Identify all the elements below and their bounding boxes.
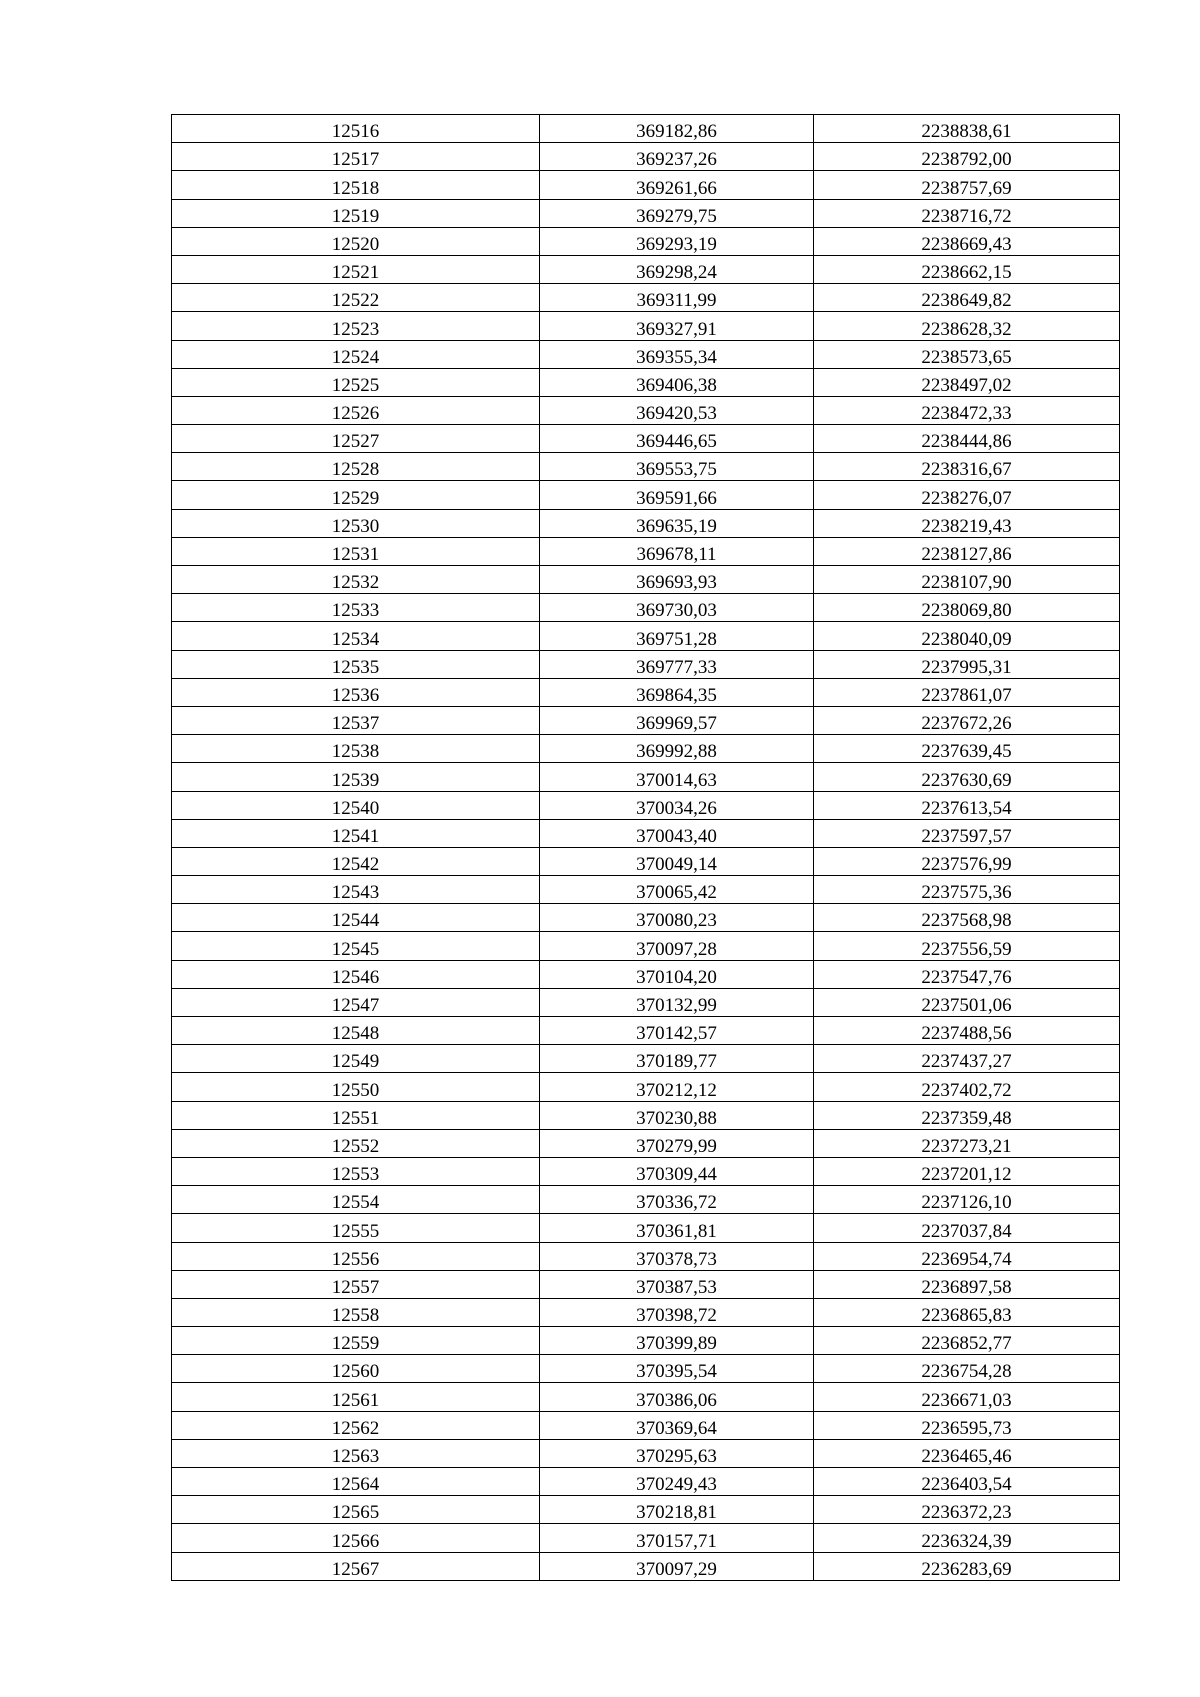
x-coordinate-cell: 369182,86 (540, 115, 814, 143)
x-coordinate-cell: 369591,66 (540, 481, 814, 509)
point-number-cell: 12567 (172, 1552, 540, 1580)
table-row (172, 819, 1120, 847)
y-coordinate-cell: 2237597,57 (814, 819, 1120, 847)
x-coordinate-cell: 369777,33 (540, 650, 814, 678)
y-coordinate-cell: 2237613,54 (814, 791, 1120, 819)
table-row (172, 284, 1120, 312)
point-number-cell: 12550 (172, 1073, 540, 1101)
point-number-cell: 12537 (172, 706, 540, 734)
point-number-cell: 12532 (172, 566, 540, 594)
table-row (172, 1214, 1120, 1242)
y-coordinate-cell: 2238662,15 (814, 255, 1120, 283)
x-coordinate-cell: 369298,24 (540, 255, 814, 283)
point-number-cell: 12522 (172, 284, 540, 312)
x-coordinate-cell: 370399,89 (540, 1327, 814, 1355)
x-coordinate-cell: 370378,73 (540, 1242, 814, 1270)
table-row (172, 1468, 1120, 1496)
point-number-cell: 12564 (172, 1468, 540, 1496)
y-coordinate-cell: 2237547,76 (814, 960, 1120, 988)
y-coordinate-cell: 2238127,86 (814, 537, 1120, 565)
point-number-cell: 12565 (172, 1496, 540, 1524)
point-number-cell: 12519 (172, 199, 540, 227)
x-coordinate-cell: 370309,44 (540, 1157, 814, 1185)
table-row (172, 1073, 1120, 1101)
y-coordinate-cell: 2236754,28 (814, 1355, 1120, 1383)
point-number-cell: 12531 (172, 537, 540, 565)
table-row (172, 1129, 1120, 1157)
point-number-cell: 12540 (172, 791, 540, 819)
point-number-cell: 12545 (172, 932, 540, 960)
table-row (172, 847, 1120, 875)
y-coordinate-cell: 2237201,12 (814, 1157, 1120, 1185)
point-number-cell: 12527 (172, 425, 540, 453)
point-number-cell: 12544 (172, 904, 540, 932)
x-coordinate-cell: 370043,40 (540, 819, 814, 847)
x-coordinate-cell: 369992,88 (540, 735, 814, 763)
y-coordinate-cell: 2237672,26 (814, 706, 1120, 734)
point-number-cell: 12555 (172, 1214, 540, 1242)
x-coordinate-cell: 369864,35 (540, 678, 814, 706)
y-coordinate-cell: 2238069,80 (814, 594, 1120, 622)
y-coordinate-cell: 2236865,83 (814, 1298, 1120, 1326)
table-row (172, 960, 1120, 988)
table-row (172, 1242, 1120, 1270)
table-row (172, 1157, 1120, 1185)
y-coordinate-cell: 2236595,73 (814, 1411, 1120, 1439)
y-coordinate-cell: 2236372,23 (814, 1496, 1120, 1524)
table-row (172, 1045, 1120, 1073)
y-coordinate-cell: 2238497,02 (814, 368, 1120, 396)
y-coordinate-cell: 2238040,09 (814, 622, 1120, 650)
y-coordinate-cell: 2237437,27 (814, 1045, 1120, 1073)
point-number-cell: 12558 (172, 1298, 540, 1326)
y-coordinate-cell: 2238444,86 (814, 425, 1120, 453)
point-number-cell: 12559 (172, 1327, 540, 1355)
y-coordinate-cell: 2237273,21 (814, 1129, 1120, 1157)
point-number-cell: 12560 (172, 1355, 540, 1383)
point-number-cell: 12525 (172, 368, 540, 396)
point-number-cell: 12520 (172, 227, 540, 255)
x-coordinate-cell: 369327,91 (540, 312, 814, 340)
table-row (172, 171, 1120, 199)
x-coordinate-cell: 370014,63 (540, 763, 814, 791)
x-coordinate-cell: 370189,77 (540, 1045, 814, 1073)
table-row (172, 650, 1120, 678)
x-coordinate-cell: 369279,75 (540, 199, 814, 227)
x-coordinate-cell: 369446,65 (540, 425, 814, 453)
x-coordinate-cell: 369678,11 (540, 537, 814, 565)
y-coordinate-cell: 2236465,46 (814, 1439, 1120, 1467)
y-coordinate-cell: 2238838,61 (814, 115, 1120, 143)
table-row (172, 1496, 1120, 1524)
point-number-cell: 12516 (172, 115, 540, 143)
y-coordinate-cell: 2237861,07 (814, 678, 1120, 706)
table-row (172, 735, 1120, 763)
table-row (172, 312, 1120, 340)
x-coordinate-cell: 370034,26 (540, 791, 814, 819)
y-coordinate-cell: 2238573,65 (814, 340, 1120, 368)
table-row (172, 1298, 1120, 1326)
point-number-cell: 12536 (172, 678, 540, 706)
table-row (172, 1327, 1120, 1355)
point-number-cell: 12533 (172, 594, 540, 622)
point-number-cell: 12549 (172, 1045, 540, 1073)
point-number-cell: 12538 (172, 735, 540, 763)
table-row (172, 988, 1120, 1016)
table-row (172, 115, 1120, 143)
x-coordinate-cell: 369406,38 (540, 368, 814, 396)
x-coordinate-cell: 370218,81 (540, 1496, 814, 1524)
point-number-cell: 12548 (172, 1017, 540, 1045)
x-coordinate-cell: 370369,64 (540, 1411, 814, 1439)
x-coordinate-cell: 370212,12 (540, 1073, 814, 1101)
y-coordinate-cell: 2238316,67 (814, 453, 1120, 481)
y-coordinate-cell: 2237501,06 (814, 988, 1120, 1016)
y-coordinate-cell: 2236403,54 (814, 1468, 1120, 1496)
table-row (172, 537, 1120, 565)
x-coordinate-cell: 369969,57 (540, 706, 814, 734)
y-coordinate-cell: 2237568,98 (814, 904, 1120, 932)
x-coordinate-cell: 369420,53 (540, 396, 814, 424)
y-coordinate-cell: 2238276,07 (814, 481, 1120, 509)
x-coordinate-cell: 369553,75 (540, 453, 814, 481)
x-coordinate-cell: 369261,66 (540, 171, 814, 199)
x-coordinate-cell: 369751,28 (540, 622, 814, 650)
x-coordinate-cell: 369311,99 (540, 284, 814, 312)
table-row (172, 876, 1120, 904)
x-coordinate-cell: 370336,72 (540, 1186, 814, 1214)
x-coordinate-cell: 370386,06 (540, 1383, 814, 1411)
y-coordinate-cell: 2236954,74 (814, 1242, 1120, 1270)
table-row (172, 340, 1120, 368)
y-coordinate-cell: 2237359,48 (814, 1101, 1120, 1129)
x-coordinate-cell: 370249,43 (540, 1468, 814, 1496)
x-coordinate-cell: 370049,14 (540, 847, 814, 875)
point-number-cell: 12543 (172, 876, 540, 904)
table-row (172, 1383, 1120, 1411)
y-coordinate-cell: 2237995,31 (814, 650, 1120, 678)
table-row (172, 199, 1120, 227)
table-row (172, 1101, 1120, 1129)
x-coordinate-cell: 370398,72 (540, 1298, 814, 1326)
y-coordinate-cell: 2238792,00 (814, 143, 1120, 171)
y-coordinate-cell: 2237575,36 (814, 876, 1120, 904)
point-number-cell: 12518 (172, 171, 540, 199)
x-coordinate-cell: 370142,57 (540, 1017, 814, 1045)
table-row (172, 791, 1120, 819)
x-coordinate-cell: 370279,99 (540, 1129, 814, 1157)
table-row (172, 1411, 1120, 1439)
point-number-cell: 12528 (172, 453, 540, 481)
point-number-cell: 12562 (172, 1411, 540, 1439)
table-row (172, 1524, 1120, 1552)
y-coordinate-cell: 2238716,72 (814, 199, 1120, 227)
table-row (172, 904, 1120, 932)
x-coordinate-cell: 369693,93 (540, 566, 814, 594)
table-row (172, 763, 1120, 791)
y-coordinate-cell: 2236897,58 (814, 1270, 1120, 1298)
table-row (172, 368, 1120, 396)
table-row (172, 1186, 1120, 1214)
x-coordinate-cell: 370157,71 (540, 1524, 814, 1552)
point-number-cell: 12523 (172, 312, 540, 340)
table-row (172, 227, 1120, 255)
point-number-cell: 12539 (172, 763, 540, 791)
point-number-cell: 12554 (172, 1186, 540, 1214)
point-number-cell: 12557 (172, 1270, 540, 1298)
x-coordinate-cell: 369293,19 (540, 227, 814, 255)
y-coordinate-cell: 2237556,59 (814, 932, 1120, 960)
y-coordinate-cell: 2237639,45 (814, 735, 1120, 763)
y-coordinate-cell: 2237402,72 (814, 1073, 1120, 1101)
x-coordinate-cell: 370132,99 (540, 988, 814, 1016)
table-row (172, 566, 1120, 594)
point-number-cell: 12556 (172, 1242, 540, 1270)
table-row (172, 678, 1120, 706)
point-number-cell: 12563 (172, 1439, 540, 1467)
point-number-cell: 12551 (172, 1101, 540, 1129)
table-row (172, 1355, 1120, 1383)
table-row (172, 453, 1120, 481)
table-row (172, 932, 1120, 960)
x-coordinate-cell: 369237,26 (540, 143, 814, 171)
point-number-cell: 12547 (172, 988, 540, 1016)
point-number-cell: 12530 (172, 509, 540, 537)
point-number-cell: 12526 (172, 396, 540, 424)
x-coordinate-cell: 370361,81 (540, 1214, 814, 1242)
y-coordinate-cell: 2236852,77 (814, 1327, 1120, 1355)
x-coordinate-cell: 370065,42 (540, 876, 814, 904)
y-coordinate-cell: 2238472,33 (814, 396, 1120, 424)
x-coordinate-cell: 369635,19 (540, 509, 814, 537)
x-coordinate-cell: 370295,63 (540, 1439, 814, 1467)
table-row (172, 1017, 1120, 1045)
table-row (172, 509, 1120, 537)
point-number-cell: 12529 (172, 481, 540, 509)
point-number-cell: 12535 (172, 650, 540, 678)
x-coordinate-cell: 370080,23 (540, 904, 814, 932)
point-number-cell: 12542 (172, 847, 540, 875)
y-coordinate-cell: 2238219,43 (814, 509, 1120, 537)
point-number-cell: 12517 (172, 143, 540, 171)
point-number-cell: 12553 (172, 1157, 540, 1185)
y-coordinate-cell: 2237126,10 (814, 1186, 1120, 1214)
y-coordinate-cell: 2238107,90 (814, 566, 1120, 594)
y-coordinate-cell: 2238757,69 (814, 171, 1120, 199)
x-coordinate-cell: 370395,54 (540, 1355, 814, 1383)
y-coordinate-cell: 2238628,32 (814, 312, 1120, 340)
table-row (172, 1439, 1120, 1467)
point-number-cell: 12546 (172, 960, 540, 988)
table-row (172, 481, 1120, 509)
y-coordinate-cell: 2237630,69 (814, 763, 1120, 791)
y-coordinate-cell: 2237037,84 (814, 1214, 1120, 1242)
x-coordinate-cell: 369730,03 (540, 594, 814, 622)
y-coordinate-cell: 2237576,99 (814, 847, 1120, 875)
table-row (172, 594, 1120, 622)
point-number-cell: 12534 (172, 622, 540, 650)
point-number-cell: 12566 (172, 1524, 540, 1552)
table-row (172, 255, 1120, 283)
x-coordinate-cell: 370097,29 (540, 1552, 814, 1580)
table-row (172, 425, 1120, 453)
table-row (172, 1552, 1120, 1580)
point-number-cell: 12524 (172, 340, 540, 368)
x-coordinate-cell: 370230,88 (540, 1101, 814, 1129)
table-row (172, 396, 1120, 424)
y-coordinate-cell: 2238669,43 (814, 227, 1120, 255)
table-row (172, 622, 1120, 650)
coordinates-table (171, 114, 1120, 1581)
point-number-cell: 12541 (172, 819, 540, 847)
x-coordinate-cell: 370097,28 (540, 932, 814, 960)
table-row (172, 1270, 1120, 1298)
point-number-cell: 12561 (172, 1383, 540, 1411)
y-coordinate-cell: 2237488,56 (814, 1017, 1120, 1045)
point-number-cell: 12552 (172, 1129, 540, 1157)
y-coordinate-cell: 2236283,69 (814, 1552, 1120, 1580)
table-row (172, 143, 1120, 171)
coordinates-table-body (172, 115, 1120, 1581)
table-row (172, 706, 1120, 734)
y-coordinate-cell: 2236324,39 (814, 1524, 1120, 1552)
y-coordinate-cell: 2236671,03 (814, 1383, 1120, 1411)
x-coordinate-cell: 370387,53 (540, 1270, 814, 1298)
x-coordinate-cell: 370104,20 (540, 960, 814, 988)
point-number-cell: 12521 (172, 255, 540, 283)
y-coordinate-cell: 2238649,82 (814, 284, 1120, 312)
x-coordinate-cell: 369355,34 (540, 340, 814, 368)
